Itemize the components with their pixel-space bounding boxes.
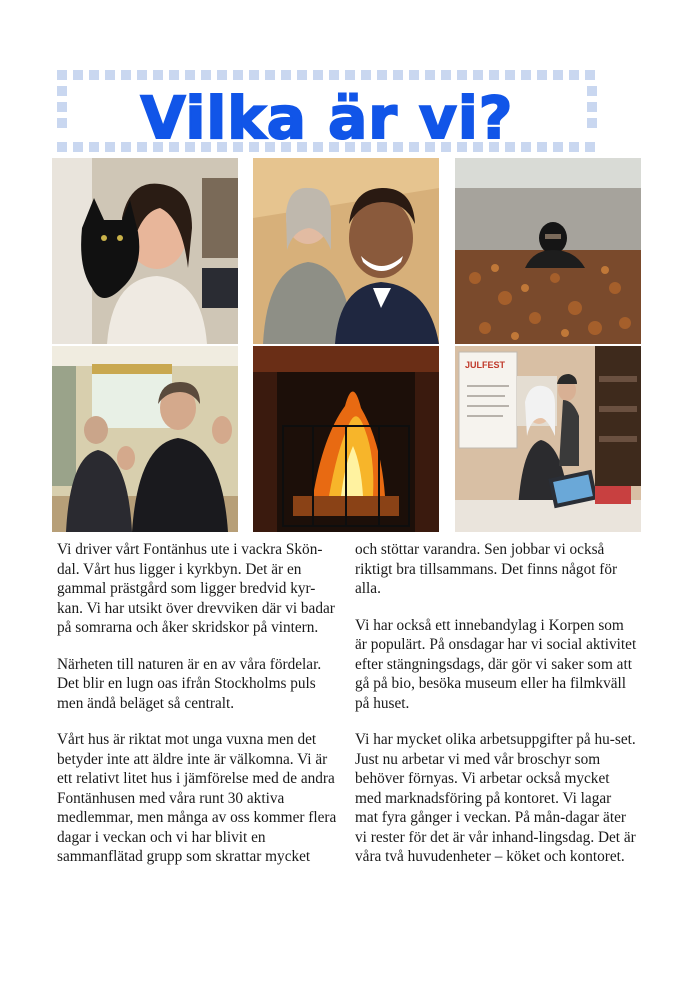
photo-person-in-leaves bbox=[455, 158, 641, 344]
photo-two-people-selfie bbox=[253, 158, 439, 344]
left-paragraph-1: Vi driver vårt Fontänhus ute i vackra Skön-dal. Vårt hus ligger i kyrkbyn. Det är en gammal prästgård som ligger bredvid kyr-kan. Vi har utsikt över drevviken där vi badar på somrarna och åker skridskor på vintern. bbox=[57, 541, 335, 636]
page-title: Vilka är vi? bbox=[140, 84, 514, 152]
title-frame bbox=[57, 70, 597, 152]
photo-two-men-waving bbox=[52, 346, 238, 532]
left-paragraph-3: Vårt hus är riktat mot unga vuxna men det betyder inte att äldre inte är välkomna. Vi är ett relativt litet hus i jämförelse med de andra Fontänhusen med våra runt 30 aktiva medlemmar, men många av oss kommer flera dagar i veckan och vi har blivit en sammanflätad grupp som skrattar mycket bbox=[57, 731, 337, 865]
photo-woman-with-black-cat bbox=[52, 158, 238, 344]
photo-christmas-party bbox=[455, 346, 641, 532]
right-paragraph-3: Vi har mycket olika arbetsuppgifter på hu-set. Just nu arbetar vi med vår broschyr som behöver förnyas. Vi arbetar också mycket med marknadsföring på kontoret. Vi lagar mat fyra gånger i veckan. På mån-dagar äter vi rester för det är vår inhand-lingsdag. Det är våra två huvudenheter – köket och kontoret. bbox=[355, 731, 636, 865]
left-paragraph-2: Närheten till naturen är en av våra fördelar. Det blir en lugn oas ifrån Stockholms puls men ändå beläget så centralt. bbox=[57, 655, 322, 712]
right-paragraph-1: och stöttar varandra. Sen jobbar vi också riktigt bra tillsammans. Det finns något för alla. bbox=[355, 541, 618, 597]
right-column bbox=[355, 540, 637, 884]
right-paragraph-2: Vi har också ett innebandylag i Korpen som är populärt. På onsdagar har vi social aktivitet efter stängningsdags, där gör vi saker som att gå på bio, besöka museum eller ha filmkväll på huset. bbox=[355, 616, 637, 712]
left-column bbox=[57, 540, 339, 884]
sign-text: JULFEST bbox=[465, 360, 506, 370]
photo-fireplace bbox=[253, 346, 439, 532]
